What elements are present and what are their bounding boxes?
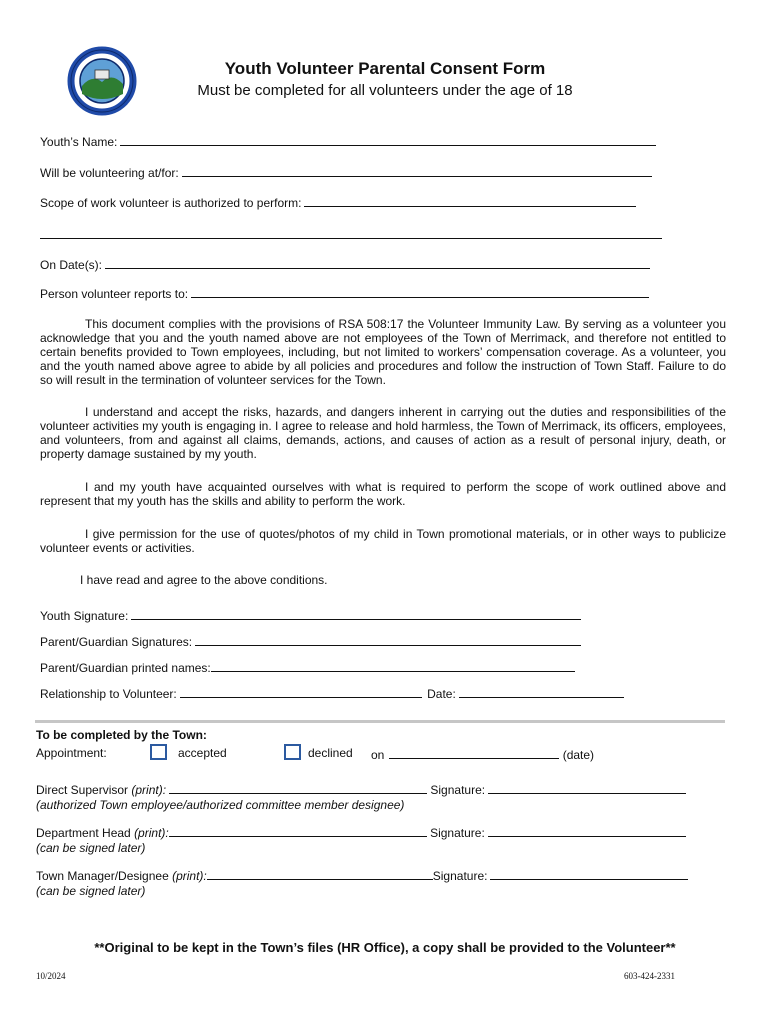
parent-printed-line[interactable] — [211, 659, 575, 672]
parent-signatures-label: Parent/Guardian Signatures: — [40, 635, 193, 649]
declined-label: declined — [308, 746, 353, 760]
appointment-on-label: on — [371, 748, 385, 762]
appointment-date-line[interactable] — [389, 746, 559, 759]
relationship-field[interactable] — [40, 685, 624, 701]
supervisor-note: (authorized Town employee/authorized committee member designee) — [36, 798, 405, 812]
paragraph-agree-text: I have read and agree to the above conditions. — [80, 573, 328, 587]
paragraph-permission-text: I give permission for the use of quotes/photos of my child in Town promotional materials, or in other ways to publicize volunteer events or activities. — [40, 527, 726, 555]
phone-number: 603-424-2331 — [624, 971, 675, 981]
scope-field[interactable] — [40, 194, 636, 210]
department-head-note: (can be signed later) — [36, 841, 146, 855]
youth-signature-line[interactable] — [131, 607, 581, 620]
department-head-line[interactable] — [169, 824, 427, 837]
town-manager-line[interactable] — [207, 867, 433, 880]
relationship-line[interactable] — [180, 685, 422, 698]
declined-checkbox[interactable] — [284, 744, 301, 760]
paragraph-immunity-text: This document complies with the provisions of RSA 508:17 the Volunteer Immunity Law. By serving as a volunteer you acknowledge that you and the youth named above are not employees of the Town of Merrimack, and therefore not entitled to certain benefits provided to Town employees, including, but not limited to workers’ compensation coverage. As a volunteer, you and the youth named above agree to abide by all policies and procedures and follow the instruction of Town Staff. Failure to do so will result in the termination of volunteer services for the Town. — [40, 317, 726, 387]
appointment-date-hint: (date) — [562, 748, 595, 762]
department-head-print-hint: (print): — [134, 826, 169, 840]
town-manager-note: (can be signed later) — [36, 884, 146, 898]
seal-text — [0, 0, 1, 1]
reports-to-field[interactable] — [40, 285, 649, 301]
town-manager-signature-label: Signature: — [432, 869, 488, 883]
youth-name-field[interactable] — [40, 133, 656, 149]
volunteering-at-field[interactable] — [40, 164, 652, 180]
reports-to-line[interactable] — [191, 285, 649, 298]
dates-line[interactable] — [105, 256, 650, 269]
accepted-label: accepted — [178, 746, 227, 760]
department-head-label: Department Head — [36, 826, 131, 840]
paragraph-risks-text: I understand and accept the risks, hazards, and dangers inherent in carrying out the duties and responsibilities of the volunteer activities my youth is engaging in. I agree to release and hold harmless, the Town of Merrimack, its officers, employees, and volunteers, from and against all claims, demands, actions, and causes of action as a result of personal injury, death, or property damage sustained by my youth. — [40, 405, 726, 461]
appointment-label: Appointment: — [36, 746, 107, 760]
volunteering-at-label: Will be volunteering at/for: — [40, 166, 179, 180]
relationship-date-label: Date: — [427, 687, 456, 701]
dates-field[interactable] — [40, 256, 650, 272]
section-divider — [35, 720, 725, 723]
scope-label: Scope of work volunteer is authorized to perform: — [40, 196, 302, 210]
youth-signature-field[interactable] — [40, 607, 581, 623]
appointment-date-field[interactable] — [371, 746, 594, 762]
paragraph-acquainted — [40, 480, 726, 508]
direct-supervisor-print-hint: (print): — [131, 783, 167, 797]
youth-name-line[interactable] — [120, 133, 656, 146]
town-manager-label: Town Manager/Designee — [36, 869, 169, 883]
scope-extra-line[interactable] — [40, 238, 662, 239]
paragraph-risks — [40, 405, 726, 461]
parent-printed-field[interactable] — [40, 659, 575, 675]
paragraph-permission — [40, 527, 726, 555]
relationship-date-line[interactable] — [459, 685, 624, 698]
town-manager-field[interactable] — [36, 867, 688, 883]
seal-text-top — [0, 0, 1, 1]
direct-supervisor-signature-line[interactable] — [488, 781, 686, 794]
form-title: Youth Volunteer Parental Consent Form — [224, 59, 546, 78]
direct-supervisor-signature-label: Signature: — [430, 783, 486, 797]
youth-signature-label: Youth Signature: — [40, 609, 129, 623]
youth-name-label: Youth’s Name: — [40, 135, 118, 149]
scope-line[interactable] — [304, 194, 636, 207]
town-manager-print-hint: (print): — [172, 869, 207, 883]
paragraph-immunity — [40, 317, 726, 387]
parent-signatures-field[interactable] — [40, 633, 581, 649]
parent-printed-label: Parent/Guardian printed names: — [40, 661, 211, 675]
form-subtitle: Must be completed for all volunteers under the age of 18 — [197, 82, 573, 99]
town-section-heading: To be completed by the Town: — [36, 728, 207, 742]
revision-date: 10/2024 — [36, 971, 66, 981]
town-seal-logo — [57, 46, 147, 116]
dates-label: On Date(s): — [40, 258, 103, 272]
volunteering-at-line[interactable] — [182, 164, 652, 177]
direct-supervisor-line[interactable] — [169, 781, 427, 794]
paragraph-agree — [40, 573, 726, 587]
paragraph-acquainted-text: I and my youth have acquainted ourselves with what is required to perform the scope of work outlined above and represent that my youth has the skills and ability to perform the work. — [40, 480, 726, 508]
reports-to-label: Person volunteer reports to: — [40, 287, 189, 301]
direct-supervisor-label: Direct Supervisor — [36, 783, 129, 797]
department-head-field[interactable] — [36, 824, 686, 840]
direct-supervisor-field[interactable] — [36, 781, 686, 797]
department-head-signature-label: Signature: — [430, 826, 485, 840]
relationship-label: Relationship to Volunteer: — [40, 687, 177, 701]
parent-signatures-line[interactable] — [195, 633, 581, 646]
department-head-signature-line[interactable] — [488, 824, 686, 837]
footer-note: **Original to be kept in the Town’s files (HR Office), a copy shall be provided to the Volunteer** — [94, 940, 676, 955]
accepted-checkbox[interactable] — [150, 744, 167, 760]
town-manager-signature-line[interactable] — [490, 867, 688, 880]
